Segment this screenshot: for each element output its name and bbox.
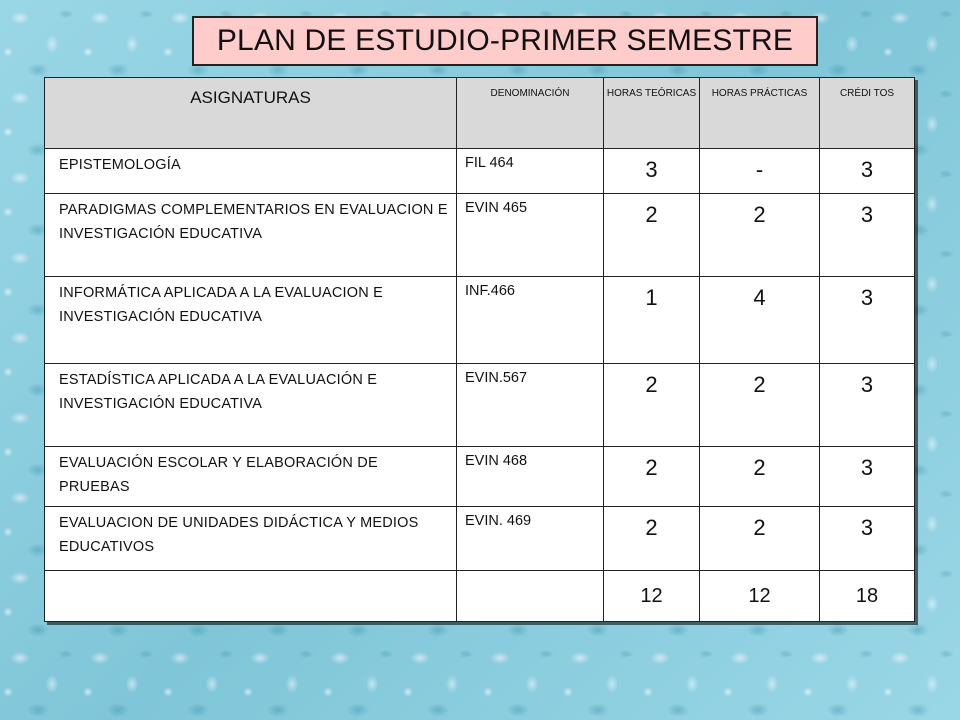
practice-hours-cell: 2 — [700, 193, 820, 276]
total-practice-hours: 12 — [700, 571, 820, 622]
credits-cell: 3 — [820, 149, 915, 194]
theory-hours-cell: 2 — [604, 193, 700, 276]
theory-hours-cell: 2 — [604, 507, 700, 571]
practice-hours-cell: - — [700, 149, 820, 194]
credits-cell: 3 — [820, 363, 915, 446]
theory-hours-cell: 2 — [604, 447, 700, 507]
theory-hours-cell: 1 — [604, 277, 700, 363]
theory-hours-cell: 2 — [604, 363, 700, 446]
theory-hours-cell: 3 — [604, 149, 700, 194]
credits-cell: 3 — [820, 193, 915, 276]
practice-hours-cell: 2 — [700, 363, 820, 446]
credits-cell: 3 — [820, 277, 915, 363]
practice-hours-cell: 2 — [700, 447, 820, 507]
practice-hours-cell: 2 — [700, 507, 820, 571]
header-practice-hours: HORAS PRÁCTICAS — [700, 78, 820, 149]
total-theory-hours: 12 — [604, 571, 700, 622]
subject-cell: PARADIGMAS COMPLEMENTARIOS EN EVALUACION E INVESTIGACIÓN EDUCATIVA — [45, 193, 457, 276]
study-plan-table — [44, 77, 915, 622]
header-theory-hours: HORAS TEÓRICAS — [604, 78, 700, 149]
table-row — [45, 193, 915, 276]
code-cell: FIL 464 — [457, 149, 604, 194]
subject-cell: EVALUACIÓN ESCOLAR Y ELABORACIÓN DE PRUEBAS — [45, 447, 457, 507]
table-row — [45, 363, 915, 446]
credits-cell: 3 — [820, 447, 915, 507]
code-cell: EVIN 468 — [457, 447, 604, 507]
table-row — [45, 507, 915, 571]
subject-cell: EVALUACION DE UNIDADES DIDÁCTICA Y MEDIOS EDUCATIVOS — [45, 507, 457, 571]
header-code: DENOMINACIÓN — [457, 78, 604, 149]
table-row — [45, 277, 915, 363]
total-credits: 18 — [820, 571, 915, 622]
header-credits: CRÉDI TOS — [820, 78, 915, 149]
page-title: PLAN DE ESTUDIO-PRIMER SEMESTRE — [192, 16, 818, 66]
totals-row — [45, 571, 915, 622]
subject-cell: ESTADÍSTICA APLICADA A LA EVALUACIÓN E INVESTIGACIÓN EDUCATIVA — [45, 363, 457, 446]
credits-cell: 3 — [820, 507, 915, 571]
code-cell: EVIN 465 — [457, 193, 604, 276]
code-cell: INF.466 — [457, 277, 604, 363]
header-subject: ASIGNATURAS — [45, 78, 457, 149]
subject-cell: INFORMÁTICA APLICADA A LA EVALUACION E INVESTIGACIÓN EDUCATIVA — [45, 277, 457, 363]
totals-subject-cell — [45, 571, 457, 622]
code-cell: EVIN. 469 — [457, 507, 604, 571]
code-cell: EVIN.567 — [457, 363, 604, 446]
table-header-row — [45, 78, 915, 149]
totals-code-cell — [457, 571, 604, 622]
subject-cell: EPISTEMOLOGÍA — [45, 149, 457, 194]
practice-hours-cell: 4 — [700, 277, 820, 363]
table-row — [45, 447, 915, 507]
table-row — [45, 149, 915, 194]
